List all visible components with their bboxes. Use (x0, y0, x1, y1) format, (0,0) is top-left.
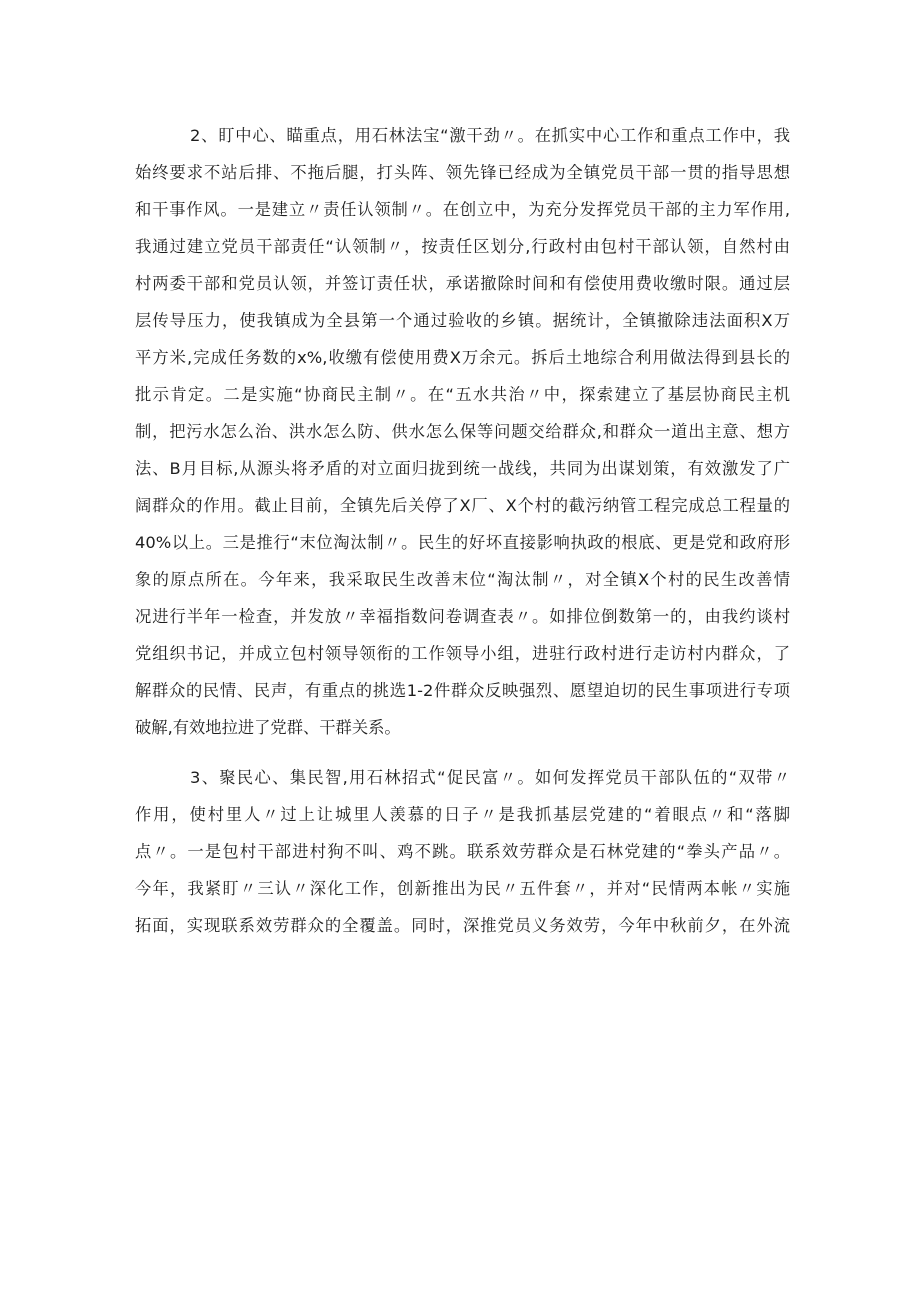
text-line: 象的原点所在。今年来，我采取民生改善末位“淘汰制〃，对全镇X个村的民生改善情 (135, 570, 790, 589)
text-line: 批示肯定。二是实施“协商民主制〃。在“五水共治〃中，探索建立了基层协商民主机 (135, 385, 790, 404)
text-line: 平方米,完成任务数的x%,收缴有偿使用费X万余元。拆后土地综合利用做法得到县长的 (135, 348, 790, 367)
text-line: 作用，使村里人〃过上让城里人羡慕的日子〃是我抓基层党建的“着眼点〃和“落脚 (135, 805, 790, 824)
text-line: 解群众的民情、民声，有重点的挑选1-2件群众反映强烈、愿望迫切的民生事项进行专项 (135, 681, 790, 700)
text-line: 况进行半年一检查，并发放〃幸福指数问卷调查表〃。如排位倒数第一的，由我约谈村 (135, 607, 790, 626)
text-line: 制，把污水怎么治、洪水怎么防、供水怎么保等问题交给群众,和群众一道出主意、想方 (135, 422, 790, 441)
paragraph-2 (135, 117, 790, 746)
text-line: 2、盯中心、瞄重点，用石林法宝“激干劲〃。在抓实中心工作和重点工作中，我 (190, 126, 790, 145)
text-line: 破解,有效地拉进了党群、干群关系。 (135, 718, 401, 737)
document-body (135, 117, 790, 944)
text-line: 今年，我紧盯〃三认〃深化工作，创新推出为民〃五件套〃，并对“民情两本帐〃实施 (135, 879, 790, 898)
paragraph-3 (135, 759, 790, 944)
text-line: 村两委干部和党员认领，并签订责任状，承诺撤除时间和有偿使用费收缴时限。通过层 (135, 274, 790, 293)
text-line: 点〃。一是包村干部进村狗不叫、鸡不跳。联系效劳群众是石林党建的“拳头产品〃。 (135, 842, 790, 861)
text-line: 我通过建立党员干部责任“认领制〃，按责任区划分,行政村由包村干部认领，自然村由 (135, 237, 790, 256)
paragraph-spacer (135, 746, 790, 759)
text-line: 始终要求不站后排、不拖后腿，打头阵、领先锋已经成为全镇党员干部一贯的指导思想 (135, 163, 790, 182)
text-line: 党组织书记，并成立包村领导领衔的工作领导小组，进驻行政村进行走访村内群众，了 (135, 644, 790, 663)
text-line: 拓面，实现联系效劳群众的全覆盖。同时，深推党员义务效劳，今年中秋前夕，在外流 (135, 916, 790, 935)
text-line: 和干事作风。一是建立〃责任认领制〃。在创立中，为充分发挥党员干部的主力军作用, (135, 200, 790, 219)
text-line: 40%以上。三是推行“末位淘汰制〃。民生的好坏直接影响执政的根底、更是党和政府形 (135, 533, 790, 552)
text-line: 3、聚民心、集民智,用石林招式“促民富〃。如何发挥党员干部队伍的“双带〃 (190, 768, 790, 787)
text-line: 法、B月目标,从源头将矛盾的对立面归拢到统一战线，共同为出谋划策，有效激发了广 (135, 459, 790, 478)
text-line: 阔群众的作用。截止目前，全镇先后关停了X厂、X个村的截污纳管工程完成总工程量的 (135, 496, 790, 515)
text-line: 层传导压力，使我镇成为全县第一个通过验收的乡镇。据统计，全镇撤除违法面积X万 (135, 311, 790, 330)
